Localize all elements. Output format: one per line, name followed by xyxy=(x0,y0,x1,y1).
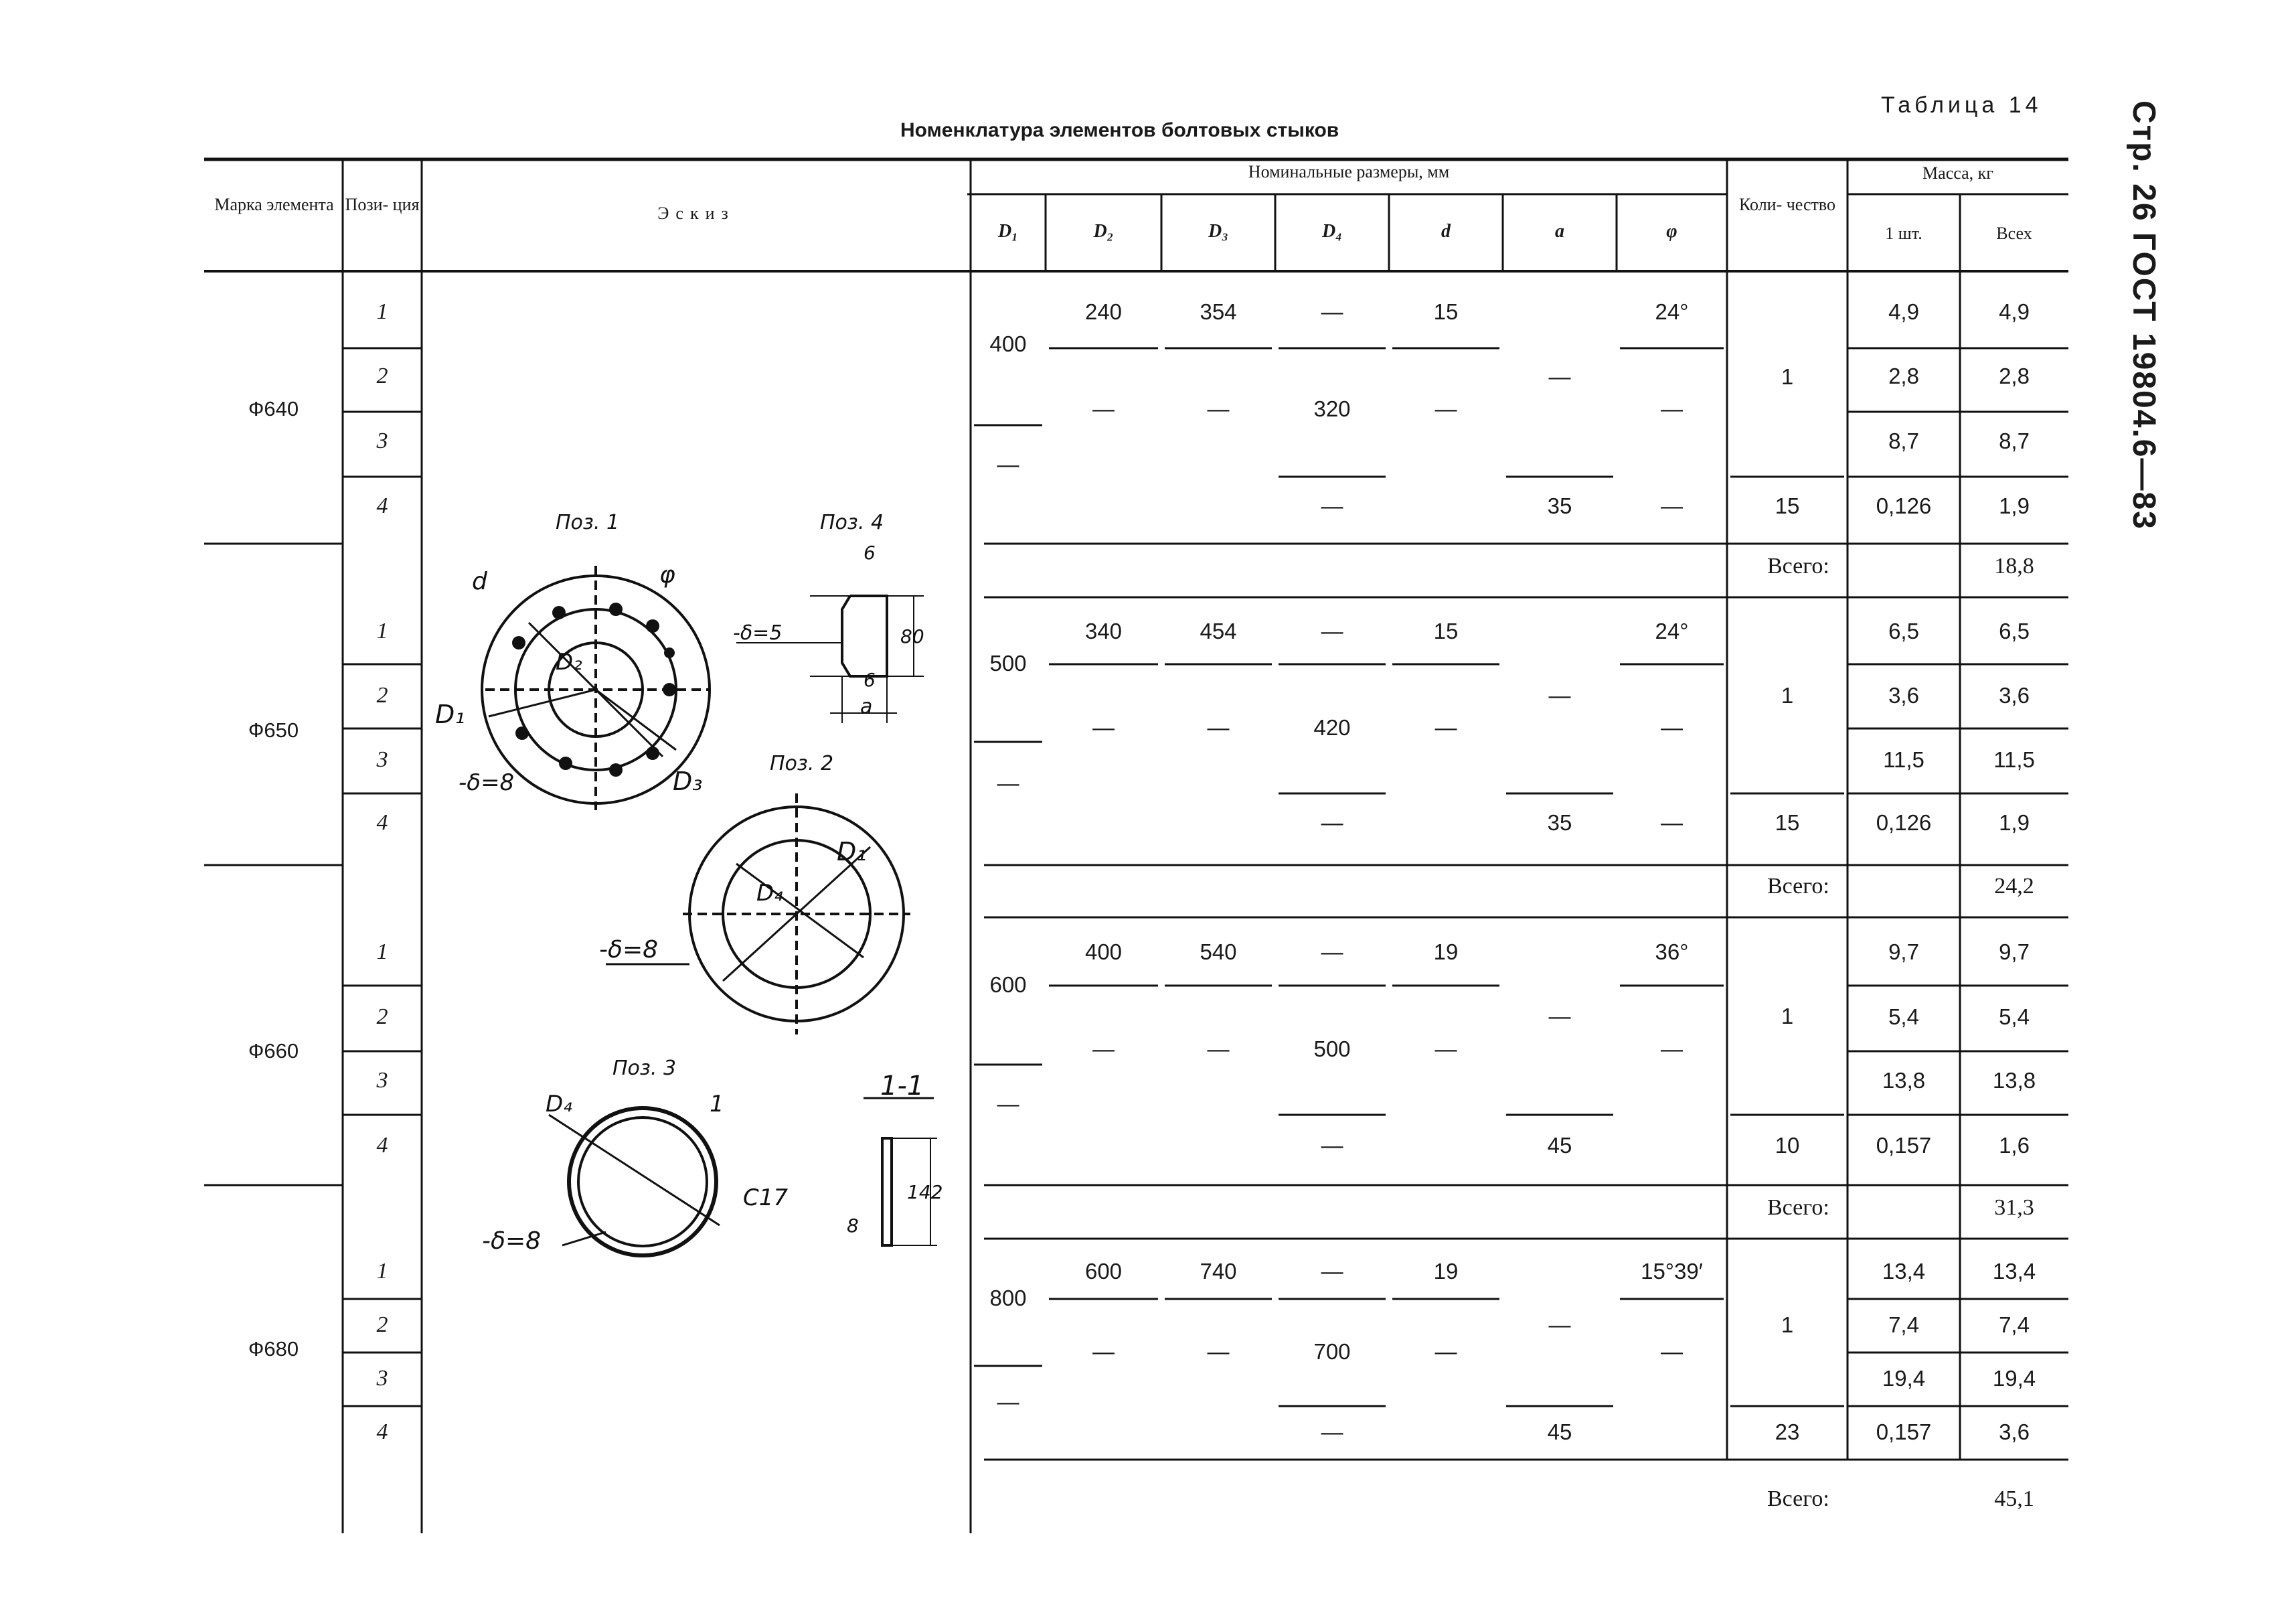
sketch-D3: D₃ xyxy=(673,767,703,796)
element-mark: Ф650 xyxy=(248,718,299,742)
d2-value: — xyxy=(1092,396,1115,421)
element-mark: Ф640 xyxy=(248,397,299,420)
sketch-poz3: Поз. 3 xyxy=(612,1057,677,1080)
d3-value: 354 xyxy=(1200,299,1237,324)
d3-value: 540 xyxy=(1200,939,1237,964)
phi-value: — xyxy=(1661,810,1683,835)
header-position: Пози- ция xyxy=(345,195,420,214)
mass-all-cell: 13,8 xyxy=(1992,1068,2036,1093)
d2-value: 600 xyxy=(1084,1259,1123,1284)
mass-one-cell: 6,5 xyxy=(1888,619,1919,643)
d3-value: — xyxy=(1207,1339,1230,1364)
d1-value: 400 xyxy=(989,331,1027,356)
element-mark: Ф660 xyxy=(248,1039,299,1063)
total-label: Всего: xyxy=(1767,1195,1829,1220)
total-value: 31,3 xyxy=(1994,1195,2034,1220)
sketch-c17: C17 xyxy=(743,1184,789,1211)
d-value: 19 xyxy=(1433,1259,1459,1284)
header-mass-all: Всех xyxy=(1996,224,2032,243)
mass-all-cell: 2,8 xyxy=(1999,364,2030,388)
quantity-value: 10 xyxy=(1775,1133,1800,1158)
d4-value: — xyxy=(1321,810,1343,835)
phi-value: — xyxy=(1661,1339,1683,1364)
d3-value: 740 xyxy=(1200,1259,1237,1284)
d2-value: — xyxy=(1092,715,1115,740)
phi-value: — xyxy=(1661,1036,1683,1061)
d4-value: — xyxy=(1321,619,1343,643)
position-number: 2 xyxy=(376,1312,388,1337)
header-quantity: Коли- чество xyxy=(1738,195,1835,214)
position-number: 1 xyxy=(376,619,388,643)
phi-value: — xyxy=(1661,493,1683,518)
mass-one-cell: 0,157 xyxy=(1876,1133,1932,1158)
sketch-a: a xyxy=(860,695,873,718)
d4-value: — xyxy=(1321,299,1343,324)
total-value: 18,8 xyxy=(1994,554,2034,579)
mass-one-cell: 13,4 xyxy=(1882,1259,1926,1284)
mass-all-cell: 13,4 xyxy=(1992,1259,2036,1284)
d-value: — xyxy=(1434,715,1457,740)
quantity-value: 1 xyxy=(1781,1312,1794,1337)
mass-one-cell: 8,7 xyxy=(1888,429,1919,453)
element-mark: Ф680 xyxy=(248,1337,299,1361)
sketch-142: 142 xyxy=(907,1181,943,1203)
position-number: 1 xyxy=(376,1259,388,1284)
phi-value: 24° xyxy=(1655,619,1689,643)
mass-all-cell: 19,4 xyxy=(1992,1366,2036,1391)
mass-all-cell: 1,9 xyxy=(1999,493,2030,518)
header-d2: D₂ xyxy=(1093,221,1114,242)
sketch-D1-poz1: D₁ xyxy=(435,700,465,729)
position-number: 4 xyxy=(376,1419,388,1444)
mass-one-cell: 11,5 xyxy=(1883,747,1924,772)
a-value: — xyxy=(1548,683,1571,708)
position-number: 1 xyxy=(376,299,388,324)
d3-value: — xyxy=(1207,715,1230,740)
sketch-six-top: 6 xyxy=(864,542,876,564)
quantity-value: 1 xyxy=(1781,364,1794,389)
sketch-phi: φ xyxy=(659,561,675,589)
d4-value: 500 xyxy=(1313,1036,1351,1061)
total-label: Всего: xyxy=(1767,1486,1829,1511)
header-mass-one: 1 шт. xyxy=(1885,224,1922,243)
sketch-delta8-poz1: -δ=8 xyxy=(459,769,515,796)
sketch-one-poz3: 1 xyxy=(710,1091,724,1117)
d1-value: — xyxy=(997,1091,1019,1116)
mass-all-cell: 9,7 xyxy=(1999,939,2030,964)
d4-value: 320 xyxy=(1313,396,1351,421)
mass-one-cell: 0,126 xyxy=(1876,493,1932,518)
position-number: 4 xyxy=(376,1133,388,1158)
sketch-delta5: -δ=5 xyxy=(733,621,783,645)
header-mark: Марка элемента xyxy=(214,195,334,214)
mass-one-cell: 19,4 xyxy=(1882,1366,1926,1391)
mass-one-cell: 2,8 xyxy=(1888,364,1919,388)
d3-value: — xyxy=(1207,396,1230,421)
position-number: 3 xyxy=(376,747,388,772)
quantity-value: 15 xyxy=(1775,810,1800,835)
mass-all-cell: 8,7 xyxy=(1999,429,2030,453)
quantity-value: 23 xyxy=(1775,1419,1800,1444)
d1-value: 600 xyxy=(989,972,1027,997)
header-a: a xyxy=(1555,221,1564,242)
phi-value: 15°39′ xyxy=(1641,1259,1703,1284)
table-number: Таблица 14 xyxy=(1881,92,2042,118)
d2-value: 240 xyxy=(1084,299,1123,324)
mass-one-cell: 0,157 xyxy=(1876,1419,1932,1444)
position-number: 2 xyxy=(376,1004,388,1029)
mass-one-cell: 7,4 xyxy=(1888,1312,1919,1337)
sketch-D4-poz3: D₄ xyxy=(546,1091,572,1117)
a-value: — xyxy=(1548,364,1571,389)
sketch-D1-poz2: D₁ xyxy=(837,837,867,866)
quantity-value: 1 xyxy=(1781,683,1794,708)
position-number: 2 xyxy=(376,364,388,388)
mass-all-cell: 3,6 xyxy=(1999,683,2030,708)
d1-value: 500 xyxy=(989,651,1027,676)
position-number: 3 xyxy=(376,1366,388,1391)
total-label: Всего: xyxy=(1767,874,1829,899)
sketch-eighty: 80 xyxy=(900,625,924,647)
position-number: 3 xyxy=(376,1068,388,1093)
sketch-poz4: Поз. 4 xyxy=(820,511,884,534)
d1-value: — xyxy=(997,771,1019,795)
d4-value: — xyxy=(1321,1259,1343,1284)
position-number: 3 xyxy=(376,429,388,453)
phi-value: 36° xyxy=(1655,939,1689,964)
phi-value: 24° xyxy=(1655,299,1689,324)
header-d1: D₁ xyxy=(998,221,1018,242)
position-number: 2 xyxy=(376,683,388,708)
phi-value: — xyxy=(1661,715,1683,740)
quantity-value: 15 xyxy=(1775,493,1800,518)
position-number: 4 xyxy=(376,810,388,835)
mass-all-cell: 3,6 xyxy=(1999,1419,2030,1444)
d-value: 15 xyxy=(1433,619,1459,643)
sketch-D4-poz2: D₄ xyxy=(756,880,783,907)
d4-value: 420 xyxy=(1313,715,1351,740)
a-value: 35 xyxy=(1547,493,1572,518)
d3-value: — xyxy=(1207,1036,1230,1061)
page-side-header: Стр. 26 ГОСТ 19804.6—83 xyxy=(2126,100,2161,530)
d4-value: — xyxy=(1321,1133,1343,1158)
total-value: 45,1 xyxy=(1994,1486,2034,1511)
sketch-d: d xyxy=(472,568,487,595)
header-nominal: Номинальные размеры, мм xyxy=(1248,162,1450,181)
header-mass: Масса, кг xyxy=(1922,163,1993,183)
mass-all-cell: 4,9 xyxy=(1999,299,2030,324)
d-value: 19 xyxy=(1433,939,1459,964)
mass-all-cell: 7,4 xyxy=(1999,1312,2030,1337)
d-value: 15 xyxy=(1433,299,1459,324)
mass-all-cell: 1,9 xyxy=(1999,810,2030,835)
header-sketch: Эскиз xyxy=(657,204,735,223)
a-value: 35 xyxy=(1547,810,1572,835)
mass-one-cell: 0,126 xyxy=(1876,810,1932,835)
sketch-D2: D₂ xyxy=(556,649,582,676)
d4-value: 700 xyxy=(1313,1339,1351,1364)
d1-value: — xyxy=(997,452,1019,477)
table-title: Номенклатура элементов болтовых стыков xyxy=(900,119,1339,141)
mass-one-cell: 13,8 xyxy=(1882,1068,1926,1093)
mass-all-cell: 5,4 xyxy=(1999,1004,2030,1029)
sketch-delta8-poz2: -δ=8 xyxy=(599,936,659,963)
mass-all-cell: 6,5 xyxy=(1999,619,2030,643)
position-number: 1 xyxy=(376,939,388,964)
d-value: — xyxy=(1434,1339,1457,1364)
d3-value: 454 xyxy=(1200,619,1237,643)
mass-all-cell: 11,5 xyxy=(1993,747,2035,772)
sketch-section: 1-1 xyxy=(880,1071,924,1101)
a-value: — xyxy=(1548,1312,1571,1337)
mass-one-cell: 4,9 xyxy=(1888,299,1919,324)
d4-value: — xyxy=(1321,939,1343,964)
sketch-six-bottom: 6 xyxy=(864,669,876,691)
d1-value: — xyxy=(997,1389,1019,1414)
mass-one-cell: 9,7 xyxy=(1888,939,1919,964)
total-value: 24,2 xyxy=(1994,874,2034,899)
d2-value: 340 xyxy=(1084,619,1123,643)
sketch-eight: 8 xyxy=(847,1215,859,1237)
d2-value: 400 xyxy=(1084,939,1123,964)
header-phi: φ xyxy=(1666,221,1677,242)
d2-value: — xyxy=(1092,1036,1115,1061)
d4-value: — xyxy=(1321,493,1343,518)
a-value: 45 xyxy=(1547,1419,1572,1444)
total-label: Всего: xyxy=(1767,554,1829,579)
header-d4: D₄ xyxy=(1322,221,1342,242)
phi-value: — xyxy=(1661,396,1683,421)
d1-value: 800 xyxy=(989,1286,1027,1310)
d4-value: — xyxy=(1321,1419,1343,1444)
sketch-poz1: Поз. 1 xyxy=(556,511,620,534)
header-d3: D₃ xyxy=(1208,221,1228,242)
d-value: — xyxy=(1434,1036,1457,1061)
a-value: — xyxy=(1548,1004,1571,1028)
d-value: — xyxy=(1434,396,1457,421)
mass-one-cell: 5,4 xyxy=(1888,1004,1919,1029)
header-d: d xyxy=(1441,221,1451,242)
mass-one-cell: 3,6 xyxy=(1888,683,1919,708)
a-value: 45 xyxy=(1547,1133,1572,1158)
d2-value: — xyxy=(1092,1339,1115,1364)
sketch-delta8-poz3: -δ=8 xyxy=(482,1227,542,1255)
sketch-poz2: Поз. 2 xyxy=(770,752,834,775)
mass-all-cell: 1,6 xyxy=(1999,1133,2030,1158)
position-number: 4 xyxy=(376,493,388,518)
quantity-value: 1 xyxy=(1781,1004,1794,1028)
